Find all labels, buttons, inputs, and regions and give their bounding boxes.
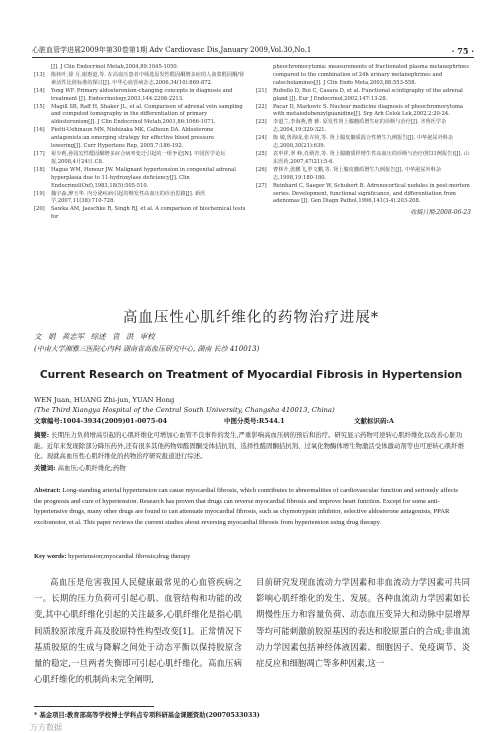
reference-item (256, 88, 471, 104)
reference-text: Pacar D, Markovic S. Nuclear medicine diagnosis of pheochromocytoma with metaiodobenzylguanidine[J]. Srp Arh Celok Lek,2002,2:20-24. (273, 103, 464, 118)
running-header (32, 45, 474, 58)
reference-text: Hague WM, Honour JW. Malignant hypertension in congenital adrenal hyperplasia due to 11-hydroxylase deficiency[J]. Clin Endocrinol(Oxf),1983,18(5):505-510. (51, 166, 236, 189)
reference-number: [22] (256, 103, 267, 110)
keywords-chinese-label: 关键词: (34, 464, 56, 472)
reference-text: Reinhard C, Saeger W, Schubert B. Adrenocortical nodules in post-mortem series. Development, functional significance, and differentiation from adenomas [J]. Gen Diagn Pathol,1996,141(3-4):203-208. (273, 182, 470, 205)
classification-number: 中图分类号:R544.1 (224, 417, 285, 425)
abstract-english-label: Abstract: (34, 487, 61, 494)
references-left-column (34, 64, 246, 222)
reference-item (34, 88, 246, 104)
reference-number: [21] (256, 87, 267, 94)
reference-text: Sawka AM, Jaeschke R, Singh RJ, et al. A comparison of biochemical tests for (51, 206, 246, 221)
journal-citation: 心脏血管学进展2009年第30卷第1期 Adv Cardiovasc Dis,January 2009,Vol.30,No.1 (32, 46, 312, 54)
reference-text: 李道兰,李海燕,曹 雅. 原发性肾上腺髓质增生症的诊断与治疗[J]. 齐鲁医学杂志,2004,19:320-321. (273, 119, 447, 134)
reference-number: [20] (34, 206, 45, 213)
reference-item (34, 72, 246, 88)
reference-item (256, 104, 471, 120)
reference-item (34, 127, 246, 151)
reference-item (256, 183, 471, 207)
reference-text: 陈 敏,鲁海成,张卉钧,等. 肾上腺皮髓质混合性增生九例报告[J]. 中华泌尿外科杂志,2000,30(21):639. (273, 135, 454, 150)
reference-item (34, 167, 246, 191)
reference-item (256, 135, 471, 151)
reference-number: [16] (34, 127, 45, 134)
article-title-english: Current Research on Treatment of Myocardial Fibrosis in Hypertension (39, 369, 463, 381)
reference-number: [25] (256, 150, 267, 157)
reference-number: [17] (34, 150, 45, 157)
reference-text: 袁申祥,翠 峥,肖炳青,等. 肾上腺髓质样增生性高血压的诊断与治疗(附31例报告)[J]. 山东医药,2007,47(21):5-6. (273, 150, 469, 165)
reference-text: [J]. J Clin Endocrinol Metab,2004,89:1045-1050. (51, 64, 179, 70)
abstract-chinese-text: 长期压力负荷增高引起的心肌纤维化可增加心血管不良事件的发生,严重影响高血压病的预后和治疗。研究显示药物可逆转心肌纤维化以改善心脏功能。近年来发现除部分降压药外,还有很多其他药物如醛固酮受体拮抗剂、选择性醛固酮拮抗剂、过氧化物酶体增生物激活受体激动剂等也可逆转心肌纤维化。现就高血压性心肌纤维化的药物治疗研究报道进行综述。 (34, 431, 465, 460)
reference-text: 魏宇淼,廖玉华. 内分泌疾病引起的继发性高血压的诊治思路[J]. 新医学,2007,11(38):710-728. (51, 190, 206, 205)
reference-item (256, 151, 471, 167)
keywords-english-text: hypertension;myocardial fibrosis;drug therapy (68, 553, 191, 560)
reference-text: Rubello D, Bui C, Casara D, et al. Functional scintigraphy of the adrenal gland [J]. Eur J Endocrinol,2002,147:13-28. (273, 87, 463, 102)
reference-item (256, 119, 471, 135)
page-number: · 75 · (451, 46, 474, 56)
abstract-english (34, 486, 466, 528)
reference-item (256, 64, 471, 88)
reference-text: 祝少莉,孙国宏性醛固酮增多症合病率变迁引起的一组争论[N]. 中国医学论坛报,2008,4月24日.C8. (51, 150, 226, 165)
keywords-chinese-text: 高血压;心肌纤维化;药物 (57, 464, 126, 472)
body-text-right: 目前研究发现血流动力学因素和非血流动力学因素可共同影响心肌纤维化的发生、发展。各种血流动力学因素如长期慢性压力和容量负荷、动态血压变异大和动脉中层增厚等均可能刺激前胶原基因的表达和胶原蛋白的合成;非血流动力学因素包括神经体液因素、细胞因子、免疫调节、炎症反应和细胞凋亡等多种因素,这一 (256, 577, 470, 669)
article-title: 高血压性心肌纤维化的药物治疗进展* (122, 310, 380, 326)
reference-text: Magill SB, Raff H, Shaker JL, et al. Comparison of adrenal vein sampling and computed tomography in the differentiation of primary aldosteronism[J]. J Clin Endocrinol Metab,2001,86:1066-1071. (51, 103, 243, 126)
reference-number (256, 64, 273, 88)
reference-item (256, 167, 471, 183)
reference-number: [27] (256, 182, 267, 189)
document-code: 文献标识码:A (354, 417, 394, 425)
keywords-chinese (34, 463, 466, 474)
article-authors-english: WEN Juan, HUANG Zhi-jun, YUAN Hong (34, 396, 175, 404)
reference-number: [26] (256, 166, 267, 173)
reference-number: [24] (256, 135, 267, 142)
funding-footnote: * 基金项目:教育部高等学校博士学科点专项科研基金课题资助(20070533033) (34, 712, 260, 719)
document-number: 文章编号:1004-3934(2009)01-0075-04 (34, 417, 168, 425)
reference-number: [23] (256, 119, 267, 126)
reference-item (34, 206, 246, 222)
abstract-chinese-label: 摘要: (34, 431, 50, 439)
reference-number: [18] (34, 166, 45, 173)
reference-number: [19] (34, 190, 45, 197)
keywords-english (34, 552, 466, 563)
reference-text: Yong WF. Primary aldosteronism-changing concepts in diagnosis and treatment [J]. Endocrinology,2003,144:2208-2213. (51, 87, 233, 102)
footnote-divider (34, 706, 154, 707)
reference-text: 陈转叶,徐 月,谢惠道,等. 在高血压患者中筛选原发性醛固酮增多症的人血浆醛固酮/肾素活性比值标准的探讨[J]. 中华心血管病杂志,2006,34(10):869-872. (51, 71, 245, 86)
author-affiliation-english: (The Third Xiangya Hospital of the Central South University, Changsha 410013, China) (34, 406, 335, 414)
abstract-chinese (34, 430, 466, 462)
reference-text: pheochromocytoma: measurements of fractionated plasma metanephrines compared to the combination of 24h urinary metanephrines and catecholamines[J]. J Clin Endo Meta,2003,88:553-558. (273, 64, 469, 86)
article-authors: 文 娟 黄志军 综述 袁 洪 审校 (34, 332, 155, 341)
reference-item (34, 104, 246, 128)
references-right-column (256, 64, 471, 217)
reference-number: [15] (34, 103, 45, 110)
abstract-english-text: Long-standing arterial hypertension can cause myocardial fibrosis, which contributes to abnormalities of cardiovascular function and seriously affects the prognosis and cure of hypertension. Research has proven that drugs can reverse myocardial fibrosis and improve heart function. Except for some anti-hypertensive drugs, many other drugs are found to can attenuate myocardial fibrosis, such as chymotrypsin inhibitor, selective aldosterone antagonists, PPAR excitomotor, et al. This paper reviews the current studies about reversing myocardial fibrosis from hypertension using drug therapy. (34, 487, 458, 526)
reference-number: [14] (34, 87, 45, 94)
keywords-english-label: Key words: (34, 553, 67, 560)
body-text-left: 高血压是危害我国人民健康最常见的心血管疾病之一。长期的压力负荷可引起心肌、血管结构和功能的改变,其中心肌纤维化引起的关注最多,心肌纤维化是指心肌间质胶原浓度升高及胶原特性构型改变[1]。正常情况下基质胶原的生成与降解之间处于动态平衡以保持胶原含量的稳定,一旦两者失衡即可引起心肌纤维化。高血压病心肌纤维化的机制尚未完全阐明, (34, 577, 242, 685)
received-date: 收稿日期:2008-06-23 (410, 209, 471, 217)
reference-text: 曹林升,张鹏飞,罗文鹏,等. 肾上腺皮髓质增生九例报告[J]. 中华泌尿外科杂志,1998,19:180-180. (273, 166, 442, 181)
reference-item (34, 64, 246, 72)
reference-number (34, 64, 51, 72)
watermark: 万方数据 (30, 723, 62, 732)
reference-item (34, 151, 246, 167)
reference-text: Piotti-Uehinaun MN, Nishizaka MK, Calhoun DA. Aldosterone antagonists:an emerging strategy for effective blood pressure lowering[J]. Curr Hypertens Rep, 2005,7:186-192. (51, 127, 215, 150)
author-affiliation: (中南大学湘雅三医院心内科 湖南省高血压研究中心, 湖南 长沙 410013) (34, 345, 260, 353)
reference-item (34, 191, 246, 207)
reference-number: [13] (34, 71, 45, 78)
